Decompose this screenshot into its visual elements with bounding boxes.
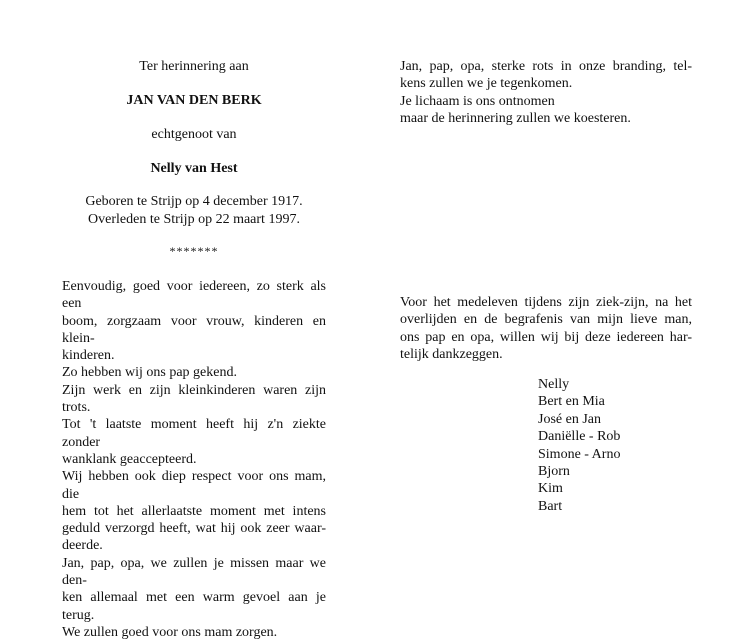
separator-stars: ******* xyxy=(169,244,219,258)
thanks-text xyxy=(400,294,692,363)
body-line: boom, zorgzaam voor vrouw, kinderen en klein- xyxy=(62,313,326,346)
poem-line: maar de herinnering zullen we koesteren. xyxy=(400,110,631,126)
deceased-name: JAN VAN DEN BERK xyxy=(126,93,262,108)
signature-name: Simone - Arno xyxy=(538,446,621,462)
poem-line: Je lichaam is ons ontnomen xyxy=(400,93,555,109)
body-line: wanklank geaccepteerd. xyxy=(62,451,197,467)
signature-name: Nelly xyxy=(538,377,570,392)
body-line: geduld verzorgd heeft, wat hij ook zeer waar- xyxy=(62,521,326,537)
death-line: Overleden te Strijp op 22 maart 1997. xyxy=(88,212,300,227)
poem-line: Jan, pap, opa, sterke rots in onze branding, tel- xyxy=(400,59,692,74)
spouse-label: echtgenoot van xyxy=(151,127,237,142)
body-line: kinderen. xyxy=(62,348,115,364)
spouse-name: Nelly van Hest xyxy=(150,161,238,176)
poem-text xyxy=(400,58,692,127)
body-line: Zo hebben wij ons pap gekend. xyxy=(62,365,237,381)
body-line: Jan, pap, opa, we zullen je missen maar we den- xyxy=(62,555,326,589)
body-line: Eenvoudig, goed voor iedereen, zo sterk als een xyxy=(62,279,326,312)
signature-list xyxy=(538,376,620,515)
signature-name: Bart xyxy=(538,498,563,514)
body-line: ken allemaal met een warm gevoel aan je terug. xyxy=(62,590,326,623)
poem-line: kens zullen we je tegenkomen. xyxy=(400,76,573,92)
left-body-text xyxy=(62,278,326,641)
signature-name: Bjorn xyxy=(538,464,570,480)
body-line: Tot 't laatste moment heeft hij z'n ziekte zonder xyxy=(62,417,326,450)
body-line: We zullen goed voor ons mam zorgen. xyxy=(62,624,278,640)
intro-line: Ter herinnering aan xyxy=(139,59,249,74)
birth-line: Geboren te Strijp op 4 december 1917. xyxy=(85,194,303,209)
signature-name: Bert en Mia xyxy=(538,394,605,410)
signature-name: José en Jan xyxy=(538,411,601,427)
thanks-line: Voor het medeleven tijdens zijn ziek-zijn, na het xyxy=(400,295,692,310)
thanks-line: telijk dankzeggen. xyxy=(400,346,503,362)
body-line: deerde. xyxy=(62,538,103,554)
body-line: hem tot het allerlaatste moment met intens xyxy=(62,503,326,519)
thanks-line: ons pap en opa, willen wij bij deze iedereen har- xyxy=(400,329,692,345)
signature-name: Daniëlle - Rob xyxy=(538,429,621,445)
body-line: Zijn werk en zijn kleinkinderen waren zijn trots. xyxy=(62,382,326,416)
signature-name: Kim xyxy=(538,481,563,497)
body-line: Wij hebben ook diep respect voor ons mam, die xyxy=(62,469,326,502)
thanks-line: overlijden en de begrafenis van mijn lieve man, xyxy=(400,312,692,328)
